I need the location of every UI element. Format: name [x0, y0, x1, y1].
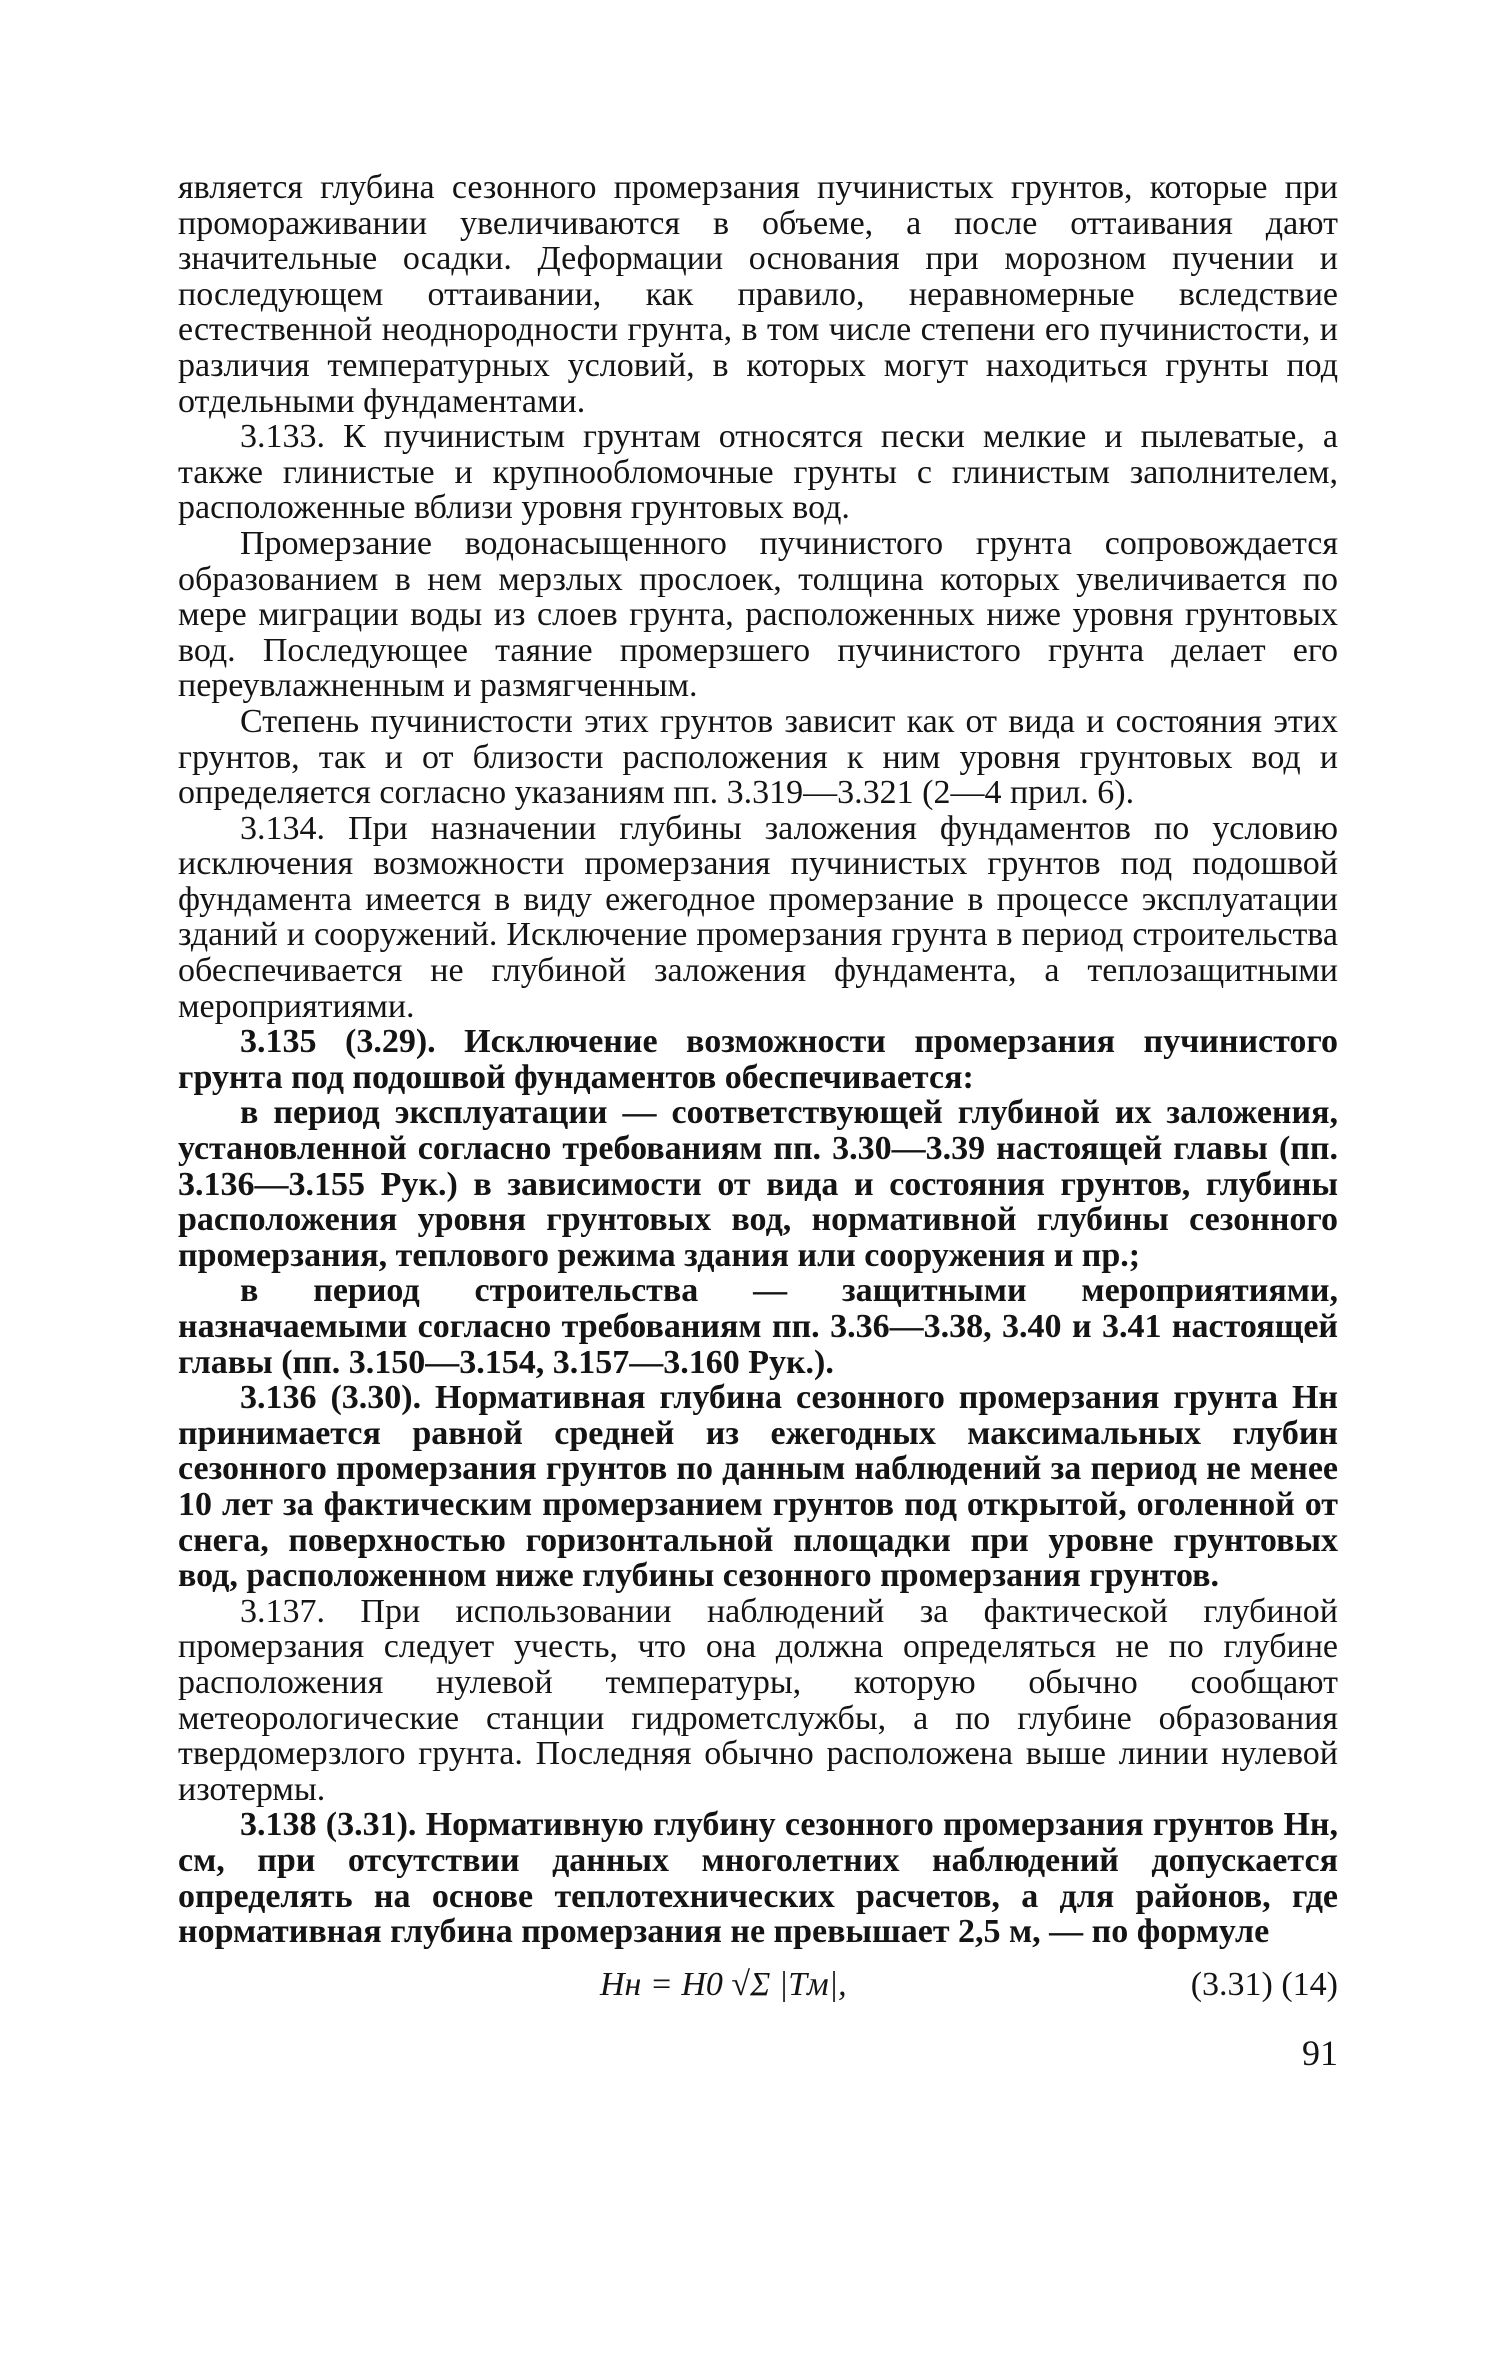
paragraph-operation-period: в период эксплуатации — соответствующей глубиной их заложения, установленной согласно требованиям пп. 3.30—3.39 настоящей главы (пп. 3.136—3.155 Рук.) в зависимости от вида и состояния грунтов, глубины расположения уровня грунтовых вод, нормативной глубины сезонного промерзания, теплового режима здания или сооружения и пр.; — [178, 1094, 1338, 1274]
paragraph-3-136: 3.136 (3.30). Нормативная глубина сезонного промерзания грунта Hн принимается равной средней из ежегодных максимальных глубин сезонного промерзания грунтов по данным наблюдений за период не менее 10 лет за фактическим промерзанием грунтов под открытой, оголенной от снега, поверхностью горизонтальной площадки при уровне грунтовых вод, расположенном ниже глубины сезонного промерзания грунтов. — [178, 1379, 1338, 1595]
paragraph-3-137: 3.137. При использовании наблюдений за фактической глубиной промерзания следует учесть, что она должна определяться не по глубине расположения нулевой температуры, которую обычно сообщают метеорологические станции гидрометслужбы, а по глубине образования твердомерзлого грунта. Последняя обычно расположена выше линии нулевой изотермы. — [178, 1592, 1338, 1808]
paragraph-heaving-degree: Степень пучинистости этих грунтов зависит как от вида и состояния этих грунтов, так и от близости расположения к ним уровня грунтовых вод и определяется согласно указаниям пп. 3.319—3.321 (2—4 прил. 6). — [178, 702, 1338, 812]
document-page — [178, 170, 1338, 2071]
paragraph-3-138: 3.138 (3.31). Нормативную глубину сезонного промерзания грунтов Hн, см, при отсутствии данных многолетних наблюдений допускается определять на основе теплотехнических расчетов, а для районов, где нормативная глубина промерзания не превышает 2,5 м, — по формуле — [178, 1806, 1338, 1951]
paragraph-3-135: 3.135 (3.29). Исключение возможности промерзания пучинистого грунта под подошвой фундаментов обеспечивается: — [178, 1023, 1338, 1096]
page-number: 91 — [1302, 2032, 1338, 2073]
paragraph-3-134: 3.134. При назначении глубины заложения фундаментов по условию исключения возможности промерзания пучинистых грунтов под подошвой фундамента имеется в виду ежегодное промерзание в процессе эксплуатации зданий и сооружений. Исключение промерзания грунта в период строительства обеспечивается не глубиной заложения фундамента, а теплозащитными мероприятиями. — [178, 809, 1338, 1025]
formula-number: (3.31) (14) — [1190, 1965, 1338, 2003]
paragraph-construction-period: в период строительства — защитными мероприятиями, назначаемыми согласно требованиям пп. 3.36—3.38, 3.40 и 3.41 настоящей главы (пп. 3.150—3.154, 3.157—3.160 Рук.). — [178, 1272, 1338, 1381]
formula-line — [178, 1960, 1338, 2016]
paragraph-freezing: Промерзание водонасыщенного пучинистого грунта сопровождается образованием в нем мерзлых прослоек, толщина которых увеличивается по мере миграции воды из слоев грунта, расположенных ниже уровня грунтовых вод. Последующее таяние промерзшего пучинистого грунта делает его переувлажненным и размягченным. — [178, 524, 1338, 705]
paragraph-continuation: является глубина сезонного промерзания пучинистых грунтов, которые при промораживании увеличиваются в объеме, а после оттаивания дают значительные осадки. Деформации основания при морозном пучении и последующем оттаивании, как правило, неравномерные вследствие естественной неоднородности грунта, в том числе степени его пучинистости, и различия температурных условий, в которых могут находиться грунты под отдельными фундаментами. — [178, 169, 1338, 420]
paragraph-3-133: 3.133. К пучинистым грунтам относятся пески мелкие и пылеватые, а также глинистые и крупнообломочные грунты с глинистым заполнителем, расположенные вблизи уровня грунтовых вод. — [178, 418, 1338, 527]
formula-expression: Hн = H0 √Σ |Tм|, — [600, 1965, 847, 2003]
